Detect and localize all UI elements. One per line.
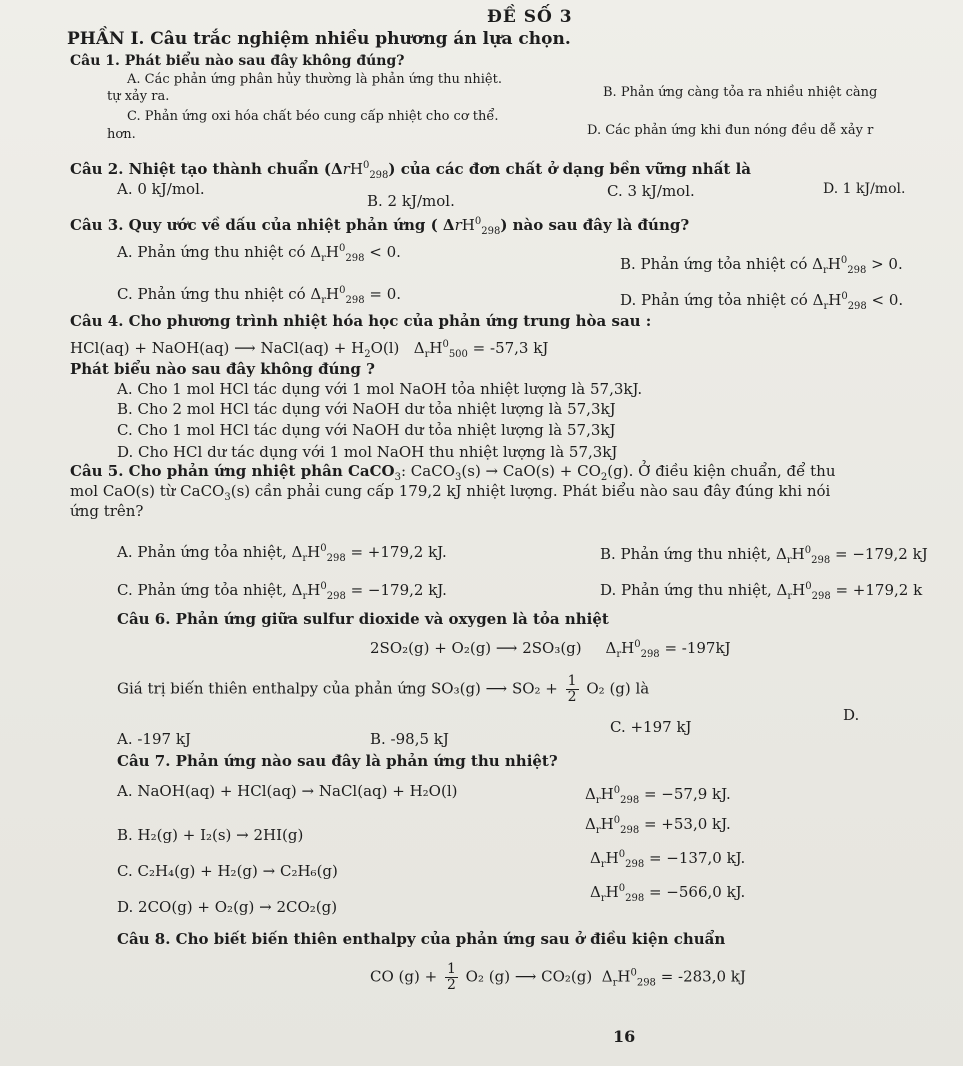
q5-option-c: C. Phản ứng tỏa nhiệt, $\Delta_rH^0_{298} = -179,2$ kJ. <box>117 581 447 602</box>
q6-fraction: $\frac{1}{2}$ <box>567 673 577 705</box>
q1-option-a: A. Các phản ứng phân hủy thường là phản ứng thu nhiệt. <box>127 72 502 87</box>
q8-stem: Câu 8. Cho biết biến thiên enthalpy của phản ứng sau ở điều kiện chuẩn <box>117 930 726 948</box>
q6-ask: Giá trị biến thiên enthalpy của phản ứng SO₃(g) ⟶ SO₂ + $\frac{1}{2}$ O₂ (g) là <box>117 673 650 705</box>
exam-title: ĐỀ SỐ 3 <box>487 7 573 27</box>
q8-fraction: $\frac{1}{2}$ <box>446 961 456 993</box>
q5-option-b: B. Phản ứng thu nhiệt, $\Delta_rH^0_{298} = -179,2$ kJ <box>600 545 928 566</box>
q5-option-d: D. Phản ứng thu nhiệt, $\Delta_rH^0_{298} = +179,2$ k <box>600 581 923 602</box>
q1-option-d: D. Các phản ứng khi đun nóng đều dễ xảy r <box>587 123 874 138</box>
q1-stem: Câu 1. Phát biểu nào sau đây không đúng? <box>70 53 405 69</box>
q5-stem-line1: Câu 5. Cho phản ứng nhiệt phân CaCO$_3$: CaCO$_3$(s) → $CaO(s) + CO_2(g)$. Ở điều kiện chuẩn, để thu <box>70 462 836 483</box>
q3-stem: Câu 3. Quy ước về dấu của nhiệt phản ứng ( ΔrH$^0_{298}$) nào sau đây là đúng? <box>70 216 690 237</box>
q3-option-a: A. Phản ứng thu nhiệt có $\Delta_rH^0_{298} < 0$. <box>117 243 401 264</box>
q6-option-a: A. -197 kJ <box>117 730 191 748</box>
page-number: 16 <box>613 1027 636 1046</box>
q4-option-d: D. Cho HCl dư tác dụng với 1 mol NaOH thu nhiệt lượng là 57,3kJ <box>117 443 618 461</box>
q5-option-a: A. Phản ứng tỏa nhiệt, $\Delta_rH^0_{298} = +179,2$ kJ. <box>117 543 447 564</box>
q2-option-b: B. 2 kJ/mol. <box>367 192 455 210</box>
q7-option-b-enthalpy: $\Delta_rH^0_{298} = +53,0$ kJ. <box>585 815 731 836</box>
q3-option-c: C. Phản ứng thu nhiệt có $\Delta_rH^0_{298} = 0$. <box>117 285 402 306</box>
q4-stem: Câu 4. Cho phương trình nhiệt hóa học của phản ứng trung hòa sau : <box>70 312 652 330</box>
q3-option-b: B. Phản ứng tỏa nhiệt có $\Delta_rH^0_{298} > 0$. <box>620 255 903 276</box>
q7-option-d-enthalpy: $\Delta_rH^0_{298} = -566,0$ kJ. <box>590 883 746 904</box>
q7-stem: Câu 7. Phản ứng nào sau đây là phản ứng thu nhiệt? <box>117 752 558 770</box>
q1-option-b: B. Phản ứng càng tỏa ra nhiều nhiệt càng <box>603 85 878 100</box>
q6-option-d: D. <box>843 706 860 724</box>
q1-option-c: C. Phản ứng oxi hóa chất béo cung cấp nhiệt cho cơ thể. <box>127 109 499 124</box>
q6-option-c: C. +197 kJ <box>610 718 692 736</box>
q5-stem-line3: ứng trên? <box>70 502 144 520</box>
section-heading: PHẦN I. Câu trắc nghiệm nhiều phương án lựa chọn. <box>67 29 571 49</box>
q7-option-a-enthalpy: $\Delta_rH^0_{298} = -57,9$ kJ. <box>585 785 731 806</box>
q5-stem-line2: mol CaO(s) từ CaCO$_3$(s) cần phải cung cấp 179,2 kJ nhiệt lượng. Phát biểu nào sau đây đúng khi nói <box>70 482 831 503</box>
q1-option-a-cont: tự xảy ra. <box>107 89 170 104</box>
q3-option-d: D. Phản ứng tỏa nhiệt có $\Delta_rH^0_{298} < 0$. <box>620 291 904 312</box>
q7-option-a: A. NaOH(aq) + HCl(aq) → NaCl(aq) + H₂O(l) <box>117 782 458 800</box>
q4-option-a: A. Cho 1 mol HCl tác dụng với 1 mol NaOH tỏa nhiệt lượng là 57,3kJ. <box>117 380 643 398</box>
q7-option-b: B. H₂(g) + I₂(s) → 2HI(g) <box>117 826 304 844</box>
q4-question: Phát biểu nào sau đây không đúng ? <box>70 360 375 378</box>
q2-stem: Câu 2. Nhiệt tạo thành chuẩn (ΔrH$^0_{298}$) của các đơn chất ở dạng bền vững nhất là <box>70 160 751 181</box>
q2-option-c: C. 3 kJ/mol. <box>607 182 695 200</box>
q6-option-b: B. -98,5 kJ <box>370 730 449 748</box>
q7-option-d: D. 2CO(g) + O₂(g) → 2CO₂(g) <box>117 898 338 916</box>
q7-option-c: C. C₂H₄(g) + H₂(g) → C₂H₆(g) <box>117 862 338 880</box>
q4-option-b: B. Cho 2 mol HCl tác dụng với NaOH dư tỏa nhiệt lượng là 57,3kJ <box>117 400 616 418</box>
q8-equation: CO (g) + $\frac{1}{2}$ O₂ (g) ⟶ CO₂(g) $\Delta_rH^0_{298} = -283,0$ kJ <box>370 961 746 993</box>
q1-option-c-cont: hơn. <box>107 127 136 142</box>
q4-equation: HCl(aq) + NaOH(aq) ⟶ NaCl(aq) + $H_2O(l) \Delta_rH^0_{500} = -57,3$ kJ <box>70 339 549 360</box>
q2-option-a: A. 0 kJ/mol. <box>117 180 205 198</box>
q6-stem: Câu 6. Phản ứng giữa sulfur dioxide và oxygen là tỏa nhiệt <box>117 610 609 628</box>
q6-equation: 2SO₂(g) + O₂(g) ⟶ 2SO₃(g) $\Delta_rH^0_{298} = -197kJ$ <box>370 639 731 660</box>
q7-option-c-enthalpy: $\Delta_rH^0_{298} = -137,0$ kJ. <box>590 849 746 870</box>
q2-stem-post: ) của các đơn chất ở dạng bền vững nhất là <box>388 160 751 178</box>
q2-option-d: D. 1 kJ/mol. <box>823 181 906 197</box>
q4-option-c: C. Cho 1 mol HCl tác dụng với NaOH dư tỏa nhiệt lượng là 57,3kJ <box>117 421 616 439</box>
q2-stem-pre: Câu 2. Nhiệt tạo thành chuẩn (Δ <box>70 160 343 178</box>
